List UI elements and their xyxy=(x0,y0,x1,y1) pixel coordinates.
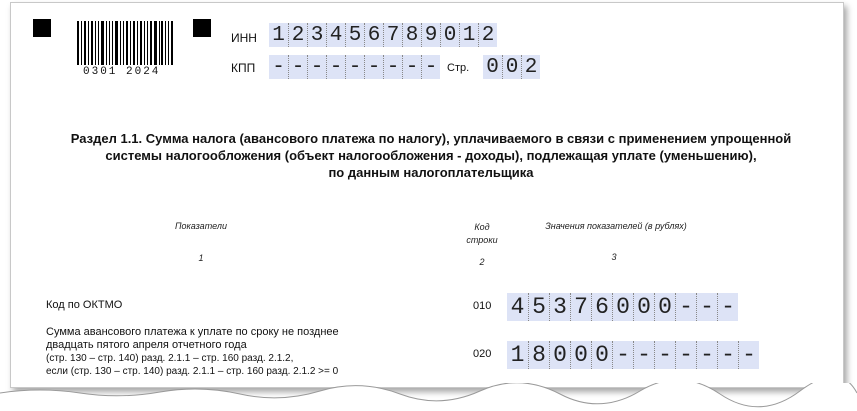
digit-cell: 9 xyxy=(421,23,440,47)
digit-cell: - xyxy=(612,341,633,369)
digit-cell: - xyxy=(675,341,696,369)
row-code-010: 010 xyxy=(473,300,492,312)
column-header-code-line: строки xyxy=(466,235,498,245)
digit-cell: 2 xyxy=(288,23,307,47)
row-label-line: двадцать пятого апреля отчетного года xyxy=(46,339,247,351)
digit-cell: 7 xyxy=(570,293,591,321)
row-label-oktmo xyxy=(46,299,122,312)
inn-field[interactable] xyxy=(269,23,497,47)
digit-cell: 0 xyxy=(570,341,591,369)
digit-cell: 8 xyxy=(402,23,421,47)
digit-cell: 7 xyxy=(383,23,402,47)
section-title xyxy=(31,130,831,181)
row-label-line: Код по ОКТМО xyxy=(46,299,123,311)
oktmo-field[interactable] xyxy=(507,293,738,321)
inn-label: ИНН xyxy=(231,31,257,45)
digit-cell: 0 xyxy=(440,23,459,47)
digit-cell: 3 xyxy=(307,23,326,47)
column-header-values: Значения показателей (в рублях) xyxy=(545,221,687,231)
corner-marker-right xyxy=(193,19,211,37)
digit-cell: - xyxy=(654,341,675,369)
digit-cell: 1 xyxy=(272,23,285,47)
tax-form-page xyxy=(10,2,844,388)
row-code-020: 020 xyxy=(473,348,492,360)
row-label-line: Сумма авансового платежа к уплате по сроку не позднее xyxy=(46,326,339,338)
digit-cell: - xyxy=(421,55,440,79)
torn-page-edge xyxy=(0,383,857,411)
column-number-3: 3 xyxy=(611,252,617,262)
barcode-number: 0301 2024 xyxy=(83,66,161,78)
digit-cell: - xyxy=(717,293,738,321)
page-label: Стр. xyxy=(447,62,470,74)
column-number-1: 1 xyxy=(198,253,204,263)
digit-cell: 4 xyxy=(510,294,525,320)
section-title-line: системы налогообложения (объект налогообложения - доходы), подлежащая уплате (уменьшению), xyxy=(105,148,757,163)
digit-cell: 6 xyxy=(591,293,612,321)
digit-cell: - xyxy=(675,293,696,321)
digit-cell: - xyxy=(633,341,654,369)
row-label-advance-payment xyxy=(46,326,339,378)
digit-cell: - xyxy=(696,341,717,369)
digit-cell: - xyxy=(738,341,759,369)
digit-cell: 6 xyxy=(364,23,383,47)
page-number-field[interactable] xyxy=(483,55,540,79)
digit-cell: 4 xyxy=(326,23,345,47)
digit-cell: - xyxy=(696,293,717,321)
corner-marker-left xyxy=(33,19,51,37)
column-number-2: 2 xyxy=(479,257,485,267)
section-title-line: по данным налогоплательщика xyxy=(328,165,534,180)
column-header-indicators: Показатели xyxy=(175,221,227,231)
digit-cell: - xyxy=(364,55,383,79)
digit-cell: - xyxy=(402,55,421,79)
digit-cell: 0 xyxy=(633,293,654,321)
kpp-field[interactable] xyxy=(269,55,440,79)
digit-cell: - xyxy=(272,55,285,79)
digit-cell: 1 xyxy=(459,23,478,47)
digit-cell: 0 xyxy=(591,341,612,369)
digit-cell: 0 xyxy=(502,55,521,79)
kpp-label: КПП xyxy=(231,61,256,75)
digit-cell: 3 xyxy=(549,293,570,321)
section-title-line: Раздел 1.1. Сумма налога (авансового платежа по налогу), уплачиваемого в связи с применением упрощенной xyxy=(70,131,792,146)
digit-cell: 8 xyxy=(528,341,549,369)
digit-cell: 5 xyxy=(345,23,364,47)
column-header-code xyxy=(457,221,507,247)
advance-payment-field[interactable] xyxy=(507,341,759,369)
digit-cell: - xyxy=(326,55,345,79)
digit-cell: 2 xyxy=(478,23,497,47)
row-label-line: (стр. 130 – стр. 140) разд. 2.1.1 – стр. 160 разд. 2.1.2, xyxy=(46,353,294,364)
digit-cell: 0 xyxy=(486,55,499,79)
digit-cell: 5 xyxy=(528,293,549,321)
digit-cell: 2 xyxy=(521,55,540,79)
column-header-code-line: Код xyxy=(474,222,490,232)
digit-cell: - xyxy=(717,341,738,369)
digit-cell: - xyxy=(307,55,326,79)
digit-cell: 0 xyxy=(549,341,570,369)
digit-cell: - xyxy=(345,55,364,79)
row-label-line: если (стр. 130 – стр. 140) разд. 2.1.1 – стр. 160 разд. 2.1.2 >= 0 xyxy=(46,366,339,377)
digit-cell: - xyxy=(288,55,307,79)
barcode xyxy=(77,21,175,65)
digit-cell: 1 xyxy=(510,342,525,368)
digit-cell: - xyxy=(383,55,402,79)
digit-cell: 0 xyxy=(654,293,675,321)
digit-cell: 0 xyxy=(612,293,633,321)
